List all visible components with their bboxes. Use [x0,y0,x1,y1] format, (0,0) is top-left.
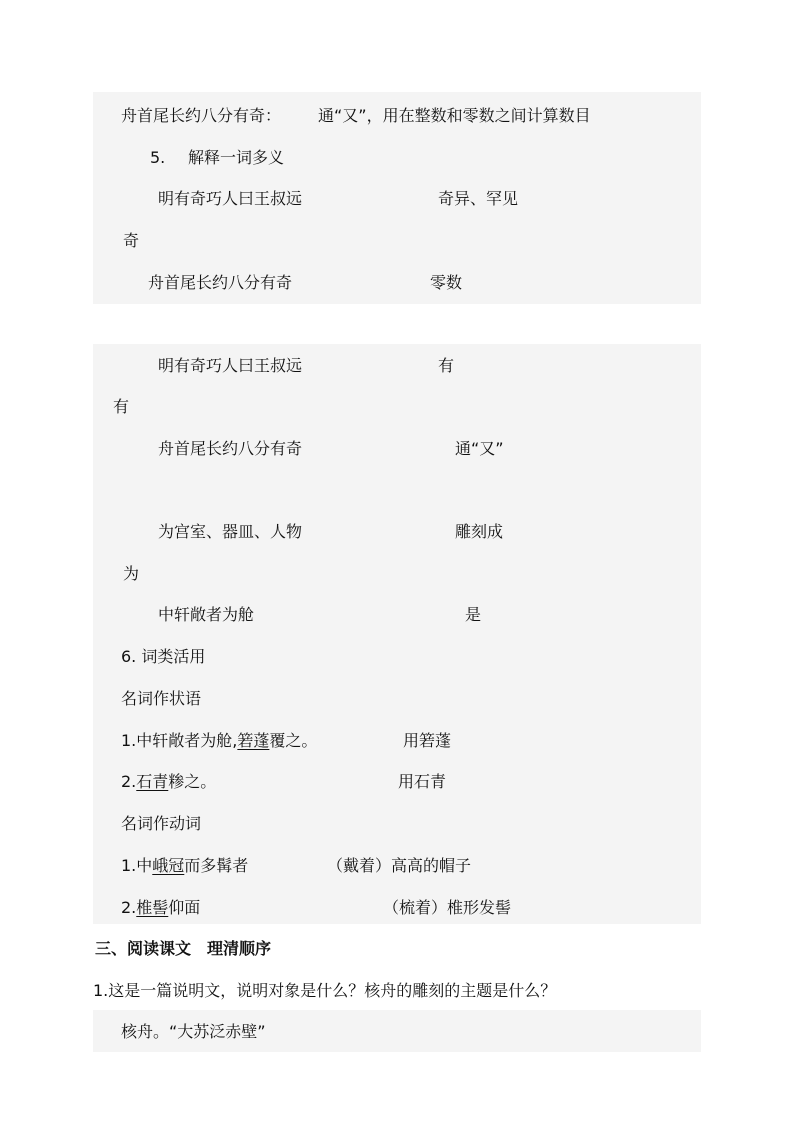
wei-meaning-1: 雕刻成 [455,522,504,541]
verb-item-2-meaning: （梳着）椎形发髻 [383,898,512,917]
verb-item-2-keyword: 椎髻 [136,898,169,917]
wei-example-1: 为宫室、器皿、人物 [158,522,303,541]
adv-item-1-keyword: 箬蓬 [237,731,270,750]
verb-item-1-post: 而多髯者 [184,856,249,875]
verb-item-1-meaning: （戴着）高高的帽子 [327,856,472,875]
adv-item-2-post: 糁之。 [168,772,217,791]
sec6-title: 6. 词类活用 [121,647,206,666]
verb-item-1-number: 1. [121,856,137,875]
wei-word: 为 [123,564,140,583]
qi-example-2: 舟首尾长约八分有奇 [148,273,293,292]
sec5-title: 解释一词多义 [188,148,285,167]
qi-meaning-2: 零数 [430,273,463,292]
verb-item-2-post: 仰面 [168,898,201,917]
qi-example-1: 明有奇巧人曰王叔远 [158,189,303,208]
you-example-1: 明有奇巧人曰王叔远 [158,356,303,375]
adv-item-1-post: 覆之。 [269,731,318,750]
verb-item-1-keyword: 峨冠 [152,856,185,875]
question-1 [93,981,556,1001]
adv-heading: 名词作状语 [121,689,202,708]
qi-meaning-1: 奇异、罕见 [438,189,519,208]
verb-heading: 名词作动词 [121,814,202,833]
you-example-2: 舟首尾长约八分有奇 [158,439,303,458]
you-word: 有 [113,397,130,416]
question-1-text: 这是一篇说明文，说明对象是什么？核舟的雕刻的主题是什么？ [108,981,557,1000]
verb-item-2-number: 2. [121,898,137,917]
adv-item-2-meaning: 用石青 [398,772,447,791]
line1-phrase: 舟首尾长约八分有奇： [121,106,282,125]
adv-item-2 [121,772,216,792]
adv-item-2-keyword: 石青 [136,772,169,791]
adv-item-1-number: 1. [121,731,137,750]
adv-item-2-number: 2. [121,772,137,791]
you-meaning-2: 通“又” [455,439,504,458]
adv-item-1 [121,731,317,751]
question-1-number: 1. [93,981,109,1000]
content-shade [93,344,701,924]
verb-item-2 [121,898,200,918]
question-1-answer: 核舟。“大苏泛赤壁” [121,1022,266,1041]
adv-item-1-pre: 中轩敞者为舱, [136,731,238,750]
part3-heading: 三、阅读课文 理清顺序 [95,939,272,958]
line1-explanation: 通“又”，用在整数和零数之间计算数目 [318,106,591,125]
wei-example-2: 中轩敞者为舱 [158,605,255,624]
sec5-number: 5. [150,148,166,167]
verb-item-1-pre: 中 [136,856,153,875]
wei-meaning-2: 是 [465,605,482,624]
you-meaning-1: 有 [438,356,455,375]
adv-item-1-meaning: 用箬蓬 [403,731,452,750]
verb-item-1 [121,856,248,876]
qi-word: 奇 [123,231,140,250]
